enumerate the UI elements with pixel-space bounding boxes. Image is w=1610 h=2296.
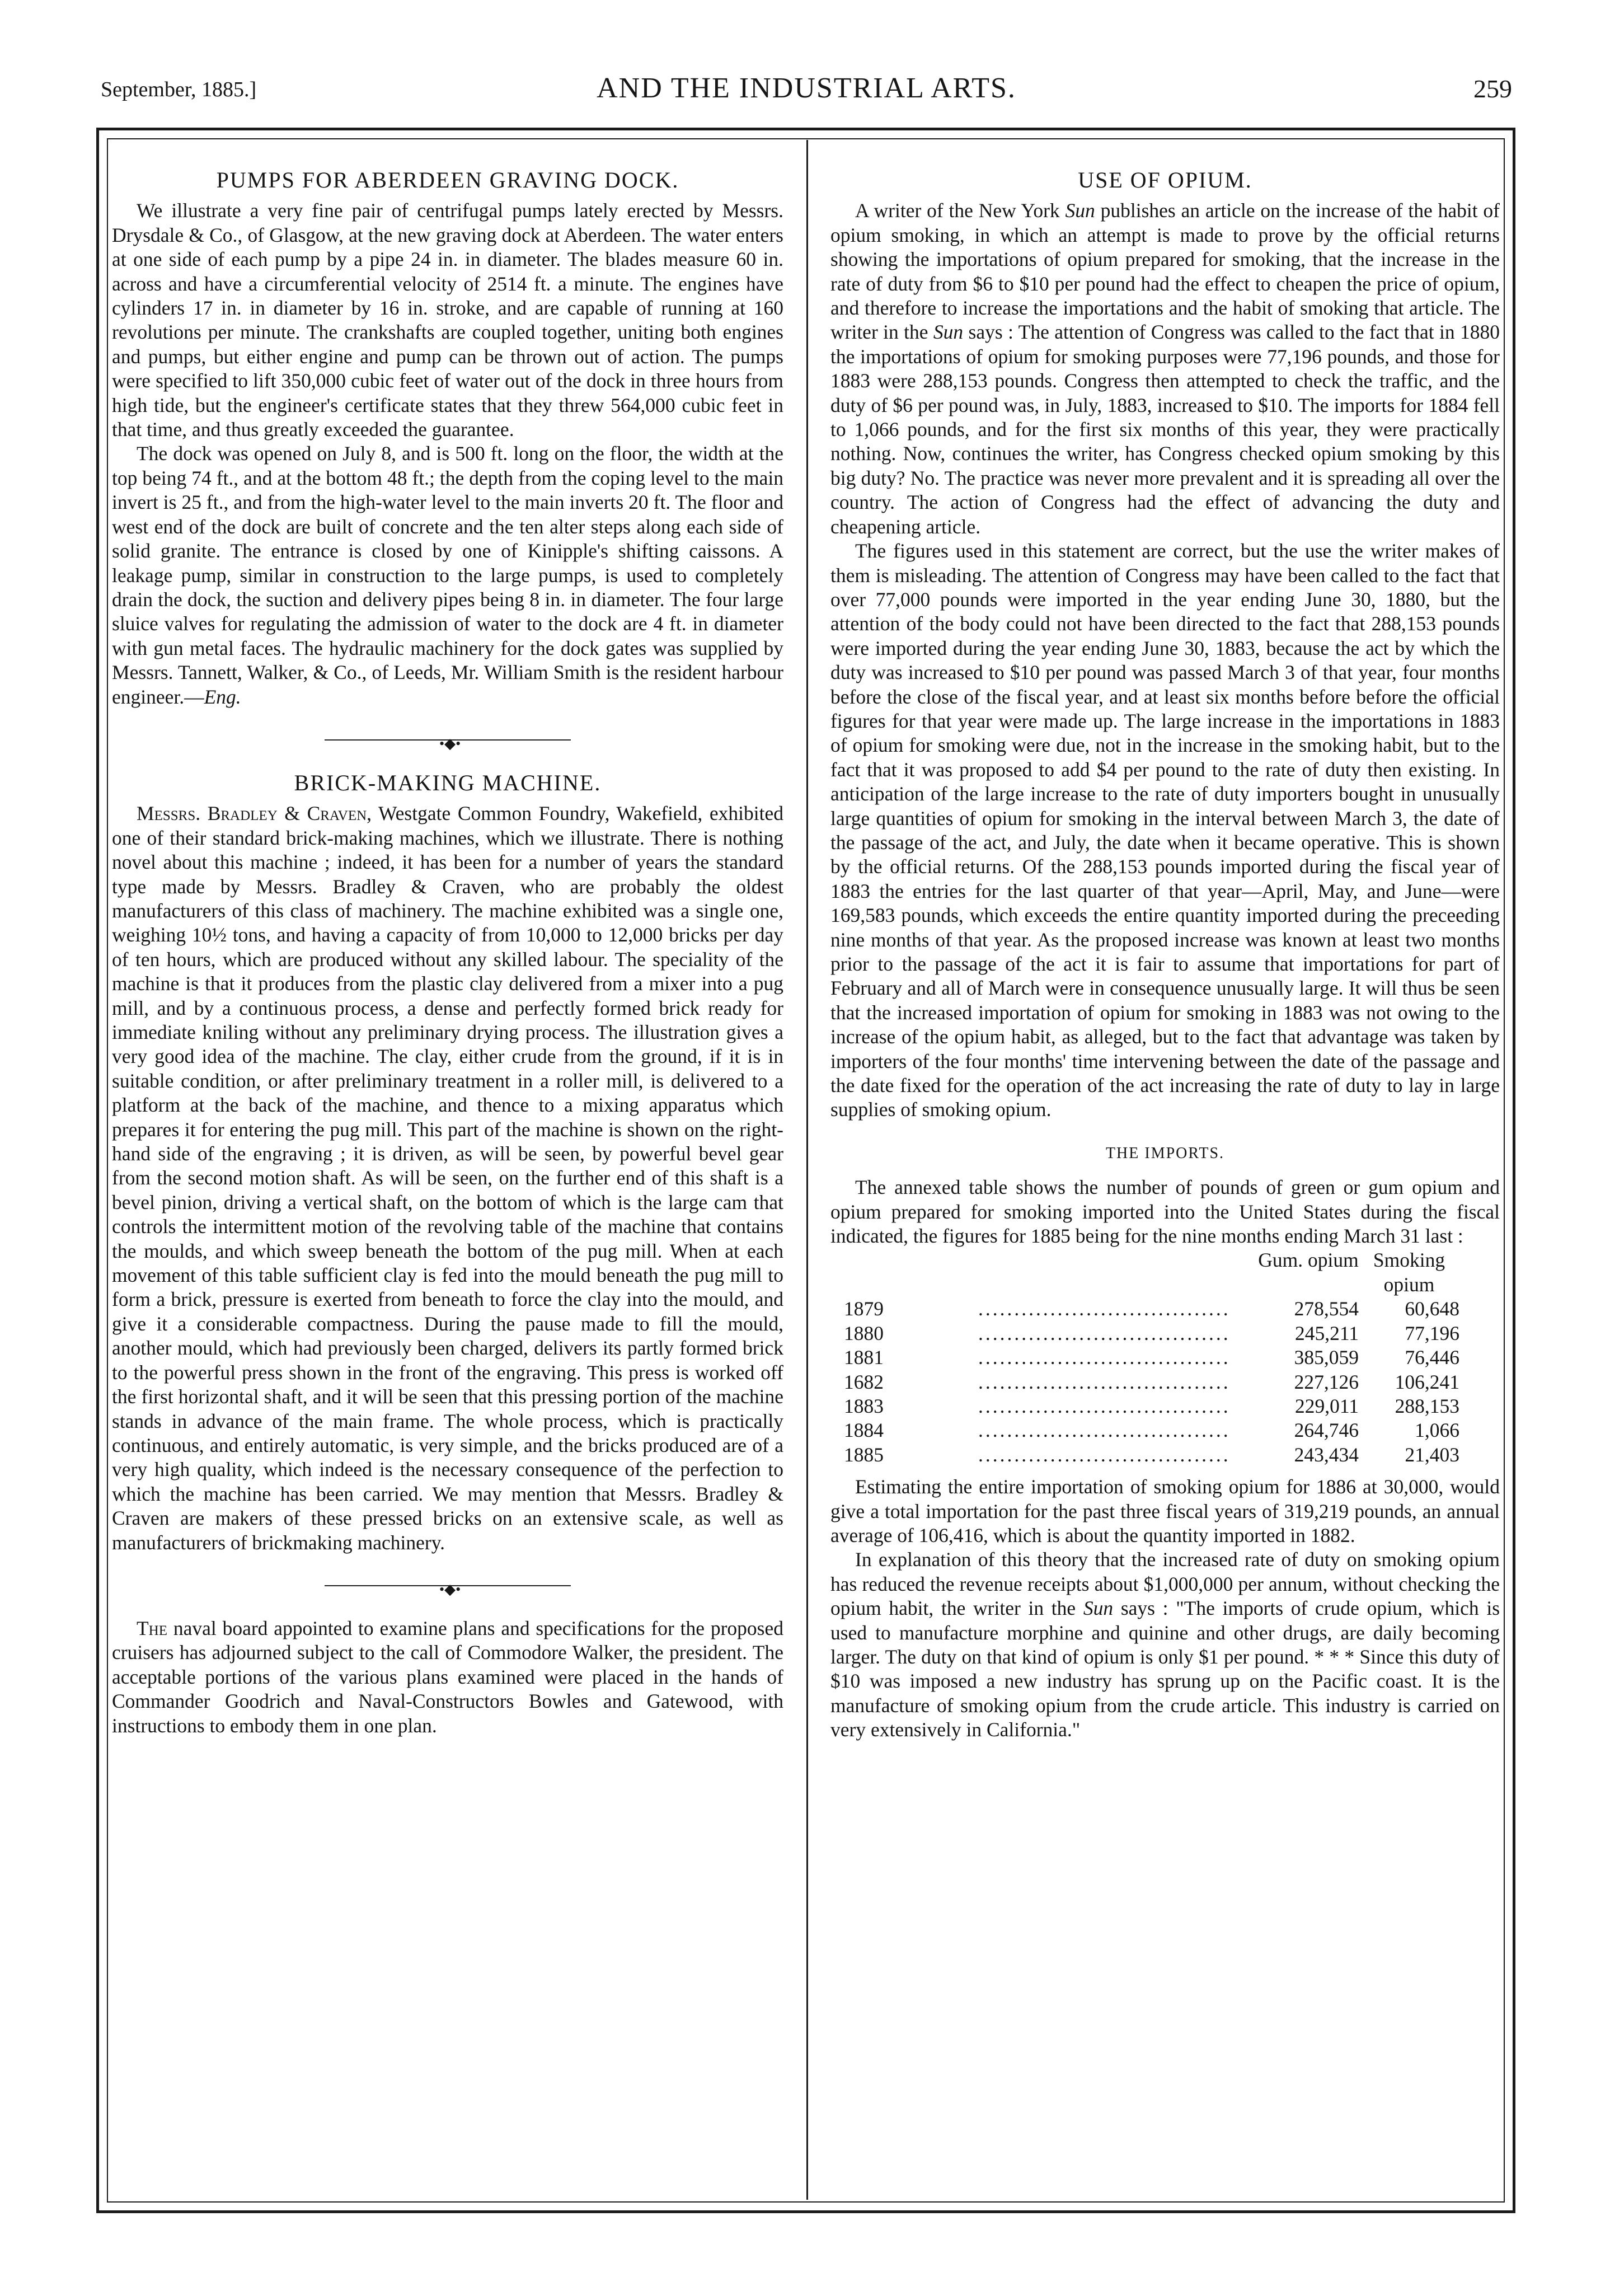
dot-leader: ................................... [978,1322,1231,1344]
year-cell: 1885 [844,1443,884,1466]
dot-leader: ................................... [978,1443,1231,1466]
section-heading: THE IMPORTS. [1105,1144,1225,1162]
paragraph: The annexed table shows the number of pounds of green or gum opium and opium prepared for smoking imported into the United States during the fiscal indicated, the figures for 1885 being for the nine months ending March 31 last : [830,1176,1500,1248]
paragraph [112,1616,783,1738]
year-cell: 1884 [844,1419,884,1442]
column-header-gum: Gum. opium [1258,1249,1359,1272]
paragraph [112,802,783,1555]
newspaper-name: Sun [1065,199,1095,222]
table-row [844,1322,1500,1346]
paragraph: We illustrate a very fine pair of centrifugal pumps lately erected by Messrs. Drysdale & Co., of Glasgow, at the new graving dock at Aberdeen. The water enters at one side of each pump by a pipe 24 in. in diameter. The blades measure 60 in. across and have a circumferential velocity of 2514 ft. a minute. The engines have cylinders 17 in. in diameter by 16 in. stroke, and are capable of running at 160 revolutions per minute. The crankshafts are coupled together, uniting both engines and pumps, but either engine and pump can be thrown out of action. The pumps were specified to lift 350,000 cubic feet of water out of the dock in three hours from high tide, but the engineer's certificate states that they threw 564,000 cubic feet in that time, and thus greatly exceeded the guarantee. [112,199,783,441]
page-header [101,72,1512,116]
source-credit: Eng. [204,685,241,708]
smoking-opium-cell: 60,648 [1405,1297,1459,1320]
year-cell: 1880 [844,1322,884,1344]
section-imports [830,1141,1500,1742]
year-cell: 1881 [844,1346,884,1369]
table-body [844,1297,1500,1467]
year-cell: 1883 [844,1394,884,1417]
smoking-opium-cell: 1,066 [1415,1419,1459,1442]
column-header-smoking: Smoking opium [1373,1249,1445,1296]
newspaper-name: Sun [933,321,964,344]
dot-leader: ................................... [978,1346,1231,1369]
smoking-opium-cell: 77,196 [1405,1322,1459,1344]
journal-title: AND THE INDUSTRIAL ARTS. [597,72,1016,104]
table-row [844,1443,1500,1467]
paragraph-text: A writer of the New York [855,199,1060,222]
ornament-icon: •◆• [439,735,461,752]
paragraph: The figures used in this statement are correct, but the use the writer makes of them is misleading. The attention of Congress may have been called to the fact that over 77,000 pounds were imported in the year ending June 30, 1880, but the attention of the body could not have been directed to the fact that 288,153 pounds were imported during the year ending June 30, 1883, because the act by which the duty was increased to $10 per pound was passed March 3 of that year, four months before the close of the fiscal year, and at least six months before before the official figures for that year were made up. The large increase in the importations in 1883 of opium for smoking were due, not in the increase in the smoking habit, but to the fact that it was proposed to add $4 per pound to the rate of duty then existing. In anticipation of the large increase to the rate of duty importers bought in unusually large quantities of opium for smoking in the interval between March 3, the date of the passage of the act, and July, the date when it became operative. This is shown by the official returns. Of the 288,153 pounds imported during the fiscal year of 1883 the entries for the last quarter of that year—April, May, and June—were 169,583 pounds, which exceeds the entire quantity imported during the preceeding nine months of that year. As the proposed increase was known at least two months prior to the passage of the act it is fair to assume that importations for part of February and all of March were in consequence unusually large. It will thus be seen that the increased importation of opium for smoking in 1883 was not owing to the increase of the opium habit, as alleged, but to the fact that advantage was taken by importers of the four months' time intervening between the date of the passage and the date fixed for the operation of the act increasing the rate of duty to lay in large supplies of smoking opium. [830,540,1500,1121]
dot-leader: ................................... [978,1394,1231,1417]
table-row [844,1418,1500,1442]
smoking-opium-cell: 76,446 [1405,1346,1459,1369]
paragraph-text: Westgate Common Foundry, Wakefield, exhibited one of their standard brick-making machines, which we illustrate. There is nothing novel about this machine ; indeed, it has been for a number of years the standard type made by Messrs. Bradley & Craven, who are probably the oldest manufacturers of this class of machinery. The machine exhibited was a single one, weighing 10½ tons, and having a capacity of from 10,000 to 12,000 bricks per day of ten hours, which are produced without any skilled labour. The speciality of the machine is that it produces from the plastic clay delivered from a mixer into a pug mill, and by a continuous process, a dense and perfectly formed brick ready for immediate kniling without any preliminary drying process. The illustration gives a very good idea of the machine. The clay, either crude from the ground, if it is in suitable condition, or after preliminary treatment in a roller mill, is delivered to a platform at the back of the machine, and thence to a mixing apparatus which prepares it for entering the pug mill. This part of the machine is shown on the right-hand side of the engraving ; it is driven, as will be seen, by powerful bevel gear from the second motion shaft. As will be seen, on the further end of this shaft is a bevel pinion, driving a vertical shaft, on the bottom of which is the large cam that controls the intermittent motion of the revolving table of the machine that contains the moulds, and which sweep beneath the bottom of the pug mill. When at each movement of this table sufficient clay is fed into the mould beneath the pug mill to form a brick, pressure is exerted from beneath to force the clay into the mould, and give it a considerable compactness. During the pause made to fill the mould, another mould, which had previously been charged, delivers its partly formed brick to the powerful press shown in the front of the engraving. This press is worked off the first horizontal shaft, and it will be seen that this pressing portion of the machine stands in advance of the main frame. The whole process, which is practically continuous, and entirely automatic, is very simple, and the bricks produced are of a very high quality, which indeed is the necessary consequence of the perfection to which the machine has been carried. We may mention that Messrs. Bradley & Craven are makers of these pressed bricks on an extensive scale, as well as manufacturers of brickmaking machinery. [112,802,783,1554]
table-row [844,1394,1500,1418]
paragraph: Estimating the entire importation of smoking opium for 1886 at 30,000, would give a total importation for the past three fiscal years of 319,219 pounds, an annual average of 106,416, which is about the quantity imported in 1882. [830,1475,1500,1547]
smoking-opium-cell: 21,403 [1405,1443,1459,1466]
paragraph-text: says : The attention of Congress was called to the fact that in 1880 the importations of opium for smoking purposes were 77,196 pounds, and those for 1883 were 288,153 pounds. Congress then attempted to check the traffic, and the duty of $6 per pound was, in July, 1883, increased to $10. The imports for 1884 fell to 1,066 pounds, and for the first six months of this year, they were practically nothing. Now, continues the writer, has Congress checked opium smoking by this big duty? No. The practice was never more prevalent and it is spreading all over the country. The action of Congress had the effect of advancing the duty and cheapening article. [830,321,1500,538]
gum-opium-cell: 385,059 [1294,1346,1359,1369]
gum-opium-cell: 229,011 [1294,1394,1359,1417]
paragraph-text: In explanation of this theory that the increased rate of duty on smoking opium has reduced the revenue receipts about $1,000,000 per annum, without checking the opium habit, the writer in the [830,1548,1500,1620]
imports-table [844,1248,1500,1467]
gum-opium-cell: 264,746 [1294,1419,1359,1442]
newspaper-name: Sun [1083,1597,1114,1620]
right-column [830,168,1500,1742]
paragraph-text: says : "The imports of crude opium, which is used to manufacture morphine and quinine and other drugs, are daily becoming larger. The duty on that kind of opium is only $1 per pound. * * * Since this duty of $10 was imposed a new industry has sprung up on the Pacific coast. It is the manufacture of smoking opium from the crude article. This industry is carried on very extensively in California." [830,1597,1500,1741]
section-separator [112,1555,783,1616]
gum-opium-cell: 245,211 [1294,1322,1359,1344]
gum-opium-cell: 278,554 [1294,1297,1359,1320]
gum-opium-cell: 243,434 [1294,1443,1359,1466]
article-title: USE OF OPIUM. [1078,167,1252,193]
article-naval-board [112,1616,783,1738]
smoking-opium-cell: 106,241 [1395,1370,1459,1393]
gum-opium-cell: 227,126 [1294,1370,1359,1393]
firm-name: Messrs. Bradley & Craven, [137,802,372,825]
table-row [844,1297,1500,1321]
dot-leader: ................................... [978,1370,1231,1393]
left-column [112,168,783,1738]
article-opium [830,168,1500,1122]
article-title: PUMPS FOR ABERDEEN GRAVING DOCK. [216,167,679,193]
page-number: 259 [1473,74,1512,103]
paragraph [830,199,1500,539]
year-cell: 1879 [844,1297,884,1320]
paragraph [112,442,783,709]
paragraph-text: publishes an article on the increase of the habit of opium smoking, in which an attempt is made to prove by the official returns showing the importations of opium prepared for smoking, that the increase in the rate of duty from $6 to $10 per pound had the effect to cheapen the price of opium, and therefore to increase the importations and the habit of smoking that article. The writer in the [830,199,1500,344]
table-header [844,1248,1500,1297]
lead-word: The [137,1616,168,1639]
article-pumps [112,168,783,709]
dot-leader: ................................... [978,1297,1231,1320]
article-brick-machine [112,771,783,1555]
paragraph [830,1548,1500,1742]
table-row [844,1370,1500,1394]
smoking-opium-cell: 288,153 [1395,1394,1459,1417]
column-divider [806,140,808,2200]
ornament-icon: •◆• [439,1581,461,1597]
paragraph-text: naval board appointed to examine plans and specifications for the proposed cruisers has adjourned subject to the call of Commodore Walker, the president. The acceptable portions of the various plans examined were placed in the hands of Commander Goodrich and Naval-Constructors Bowles and Gatewood, with instructions to embody them in one plan. [112,1616,784,1737]
article-title: BRICK-MAKING MACHINE. [294,770,602,795]
year-cell: 1682 [844,1370,884,1393]
dot-leader: ................................... [978,1419,1231,1442]
paragraph-text: The dock was opened on July 8, and is 500 ft. long on the floor, the width at the top being 74 ft., and at the bottom 48 ft.; the depth from the coping level to the main invert is 25 ft., and from the high-water level to the main inverts 20 ft. The floor and west end of the dock are built of concrete and the ten alter steps along each side of solid granite. The entrance is closed by one of Kinipple's shifting caissons. A leakage pump, similar in construction to the large pumps, is used to completely drain the dock, the suction and delivery pipes being 8 in. in diameter. The four large sluice valves for regulating the admission of water to the dock are 4 ft. in diameter with gun metal faces. The hydraulic machinery for the dock gates was supplied by Messrs. Tannett, Walker, & Co., of Leeds, Mr. William Smith is the resident harbour engineer.— [112,442,783,708]
section-separator [112,709,783,771]
table-row [844,1346,1500,1370]
header-date: September, 1885.] [101,78,257,101]
